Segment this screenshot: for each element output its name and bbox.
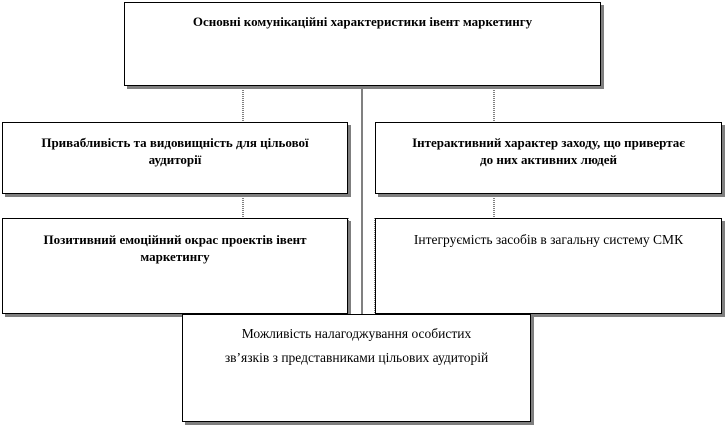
right-box-2-line1: Інтегруємість засобів в загальну систему СМК	[413, 232, 684, 247]
left-box-1-line2: аудиторії	[148, 152, 202, 167]
bottom-box-line2: зв’язків з представниками цільових аудиторій	[224, 350, 489, 365]
left-box-2-line1: Позитивний емоційний окрас проектів івент	[43, 232, 307, 247]
top-box	[124, 2, 601, 86]
right-box-1-line1: Інтерактивний характер заходу, що привертає	[412, 135, 685, 150]
left-box-1-line1: Привабливість та видовищність для цільової	[41, 135, 309, 150]
left-box-attractiveness	[2, 122, 348, 194]
top-box-title: Основні комунікаційні характеристики івент маркетингу	[192, 14, 533, 29]
left-box-emotional	[2, 218, 348, 314]
bottom-box-personal-links	[182, 314, 531, 422]
right-box-1-line2: до них активних людей	[480, 152, 617, 167]
bottom-box-line1: Можливість налагоджування особистих	[241, 326, 472, 341]
right-box-integration	[375, 218, 722, 314]
left-box-2-line2: маркетингу	[140, 249, 210, 264]
right-box-interactive	[375, 122, 722, 194]
